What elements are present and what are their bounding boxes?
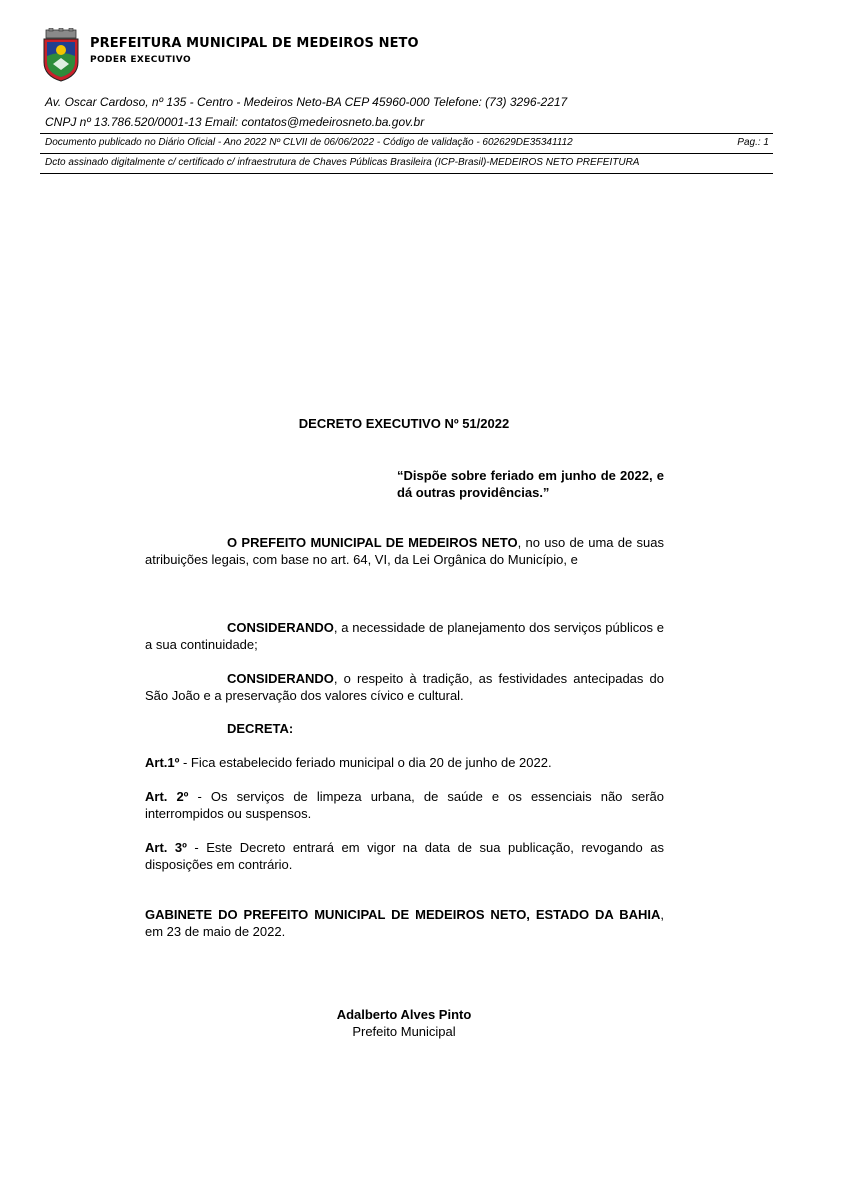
org-subtitle: PODER EXECUTIVO [90,55,192,65]
decreta-heading: DECRETA: [227,721,294,736]
considering-paragraph-2 [145,670,664,704]
article-number: Art.1º [145,755,180,770]
header-divider [40,153,773,154]
decree-summary: “Dispõe sobre feriado em junho de 2022, e dá outras providências.” [397,468,664,500]
certificate-info: Dcto assinado digitalmente c/ certificado c/ infraestrutura de Chaves Públicas Brasileira (ICP-Brasil)-MEDEIROS NETO PREFEITURA [45,157,640,168]
article-text: - Este Decreto entrará em vigor na data de sua publicação, revogando as disposições em contrário. [145,840,665,872]
article-text: - Fica estabelecido feriado municipal o dia 20 de junho de 2022. [179,755,552,770]
cnpj-email-line: CNPJ nº 13.786.520/0001-13 Email: contatos@medeirosneto.ba.gov.br [45,115,425,129]
municipal-crest-icon [40,28,82,82]
considering-text: , o respeito à tradição, as festividades antecipadas do São João e a preservação dos valores cívico e cultural. [145,671,664,703]
org-name: PREFEITURA MUNICIPAL DE MEDEIROS NETO [90,36,419,51]
header-divider [40,133,773,134]
decree-title: DECRETO EXECUTIVO Nº 51/2022 [298,416,510,431]
article-number: Art. 2º [145,789,189,804]
closing-text: , em 23 de maio de 2022. [145,907,664,939]
header-divider [40,173,773,174]
preamble-paragraph [145,534,664,568]
article-3 [145,839,664,873]
signer-title: Prefeito Municipal [352,1024,456,1039]
preamble-text: , no uso de uma de suas atribuições legais, com base no art. 64, VI, da Lei Orgânica do Município, e [145,535,664,567]
publication-info: Documento publicado no Diário Oficial - Ano 2022 Nº CLVII de 06/06/2022 - Código de validação - 602629DE35341112 [45,137,573,148]
closing-bold: GABINETE DO PREFEITO MUNICIPAL DE MEDEIROS NETO, ESTADO DA BAHIA [145,907,661,922]
considering-bold: CONSIDERANDO [227,620,334,635]
article-2 [145,788,664,822]
page-number: Pag.: 1 [737,137,769,148]
considering-bold: CONSIDERANDO [227,671,334,686]
article-1 [145,754,664,771]
signer-name: Adalberto Alves Pinto [336,1007,472,1022]
closing-paragraph [145,906,664,940]
considering-text: , a necessidade de planejamento dos serviços públicos e a sua continuidade; [145,620,664,652]
address-line: Av. Oscar Cardoso, nº 135 - Centro - Medeiros Neto-BA CEP 45960-000 Telefone: (73) 3296-2217 [45,95,568,109]
preamble-bold: O PREFEITO MUNICIPAL DE MEDEIROS NETO [227,535,518,550]
considering-paragraph-1 [145,619,664,653]
article-number: Art. 3º [145,840,187,855]
article-text: - Os serviços de limpeza urbana, de saúde e os essenciais não serão interrompidos ou suspensos. [145,789,664,821]
